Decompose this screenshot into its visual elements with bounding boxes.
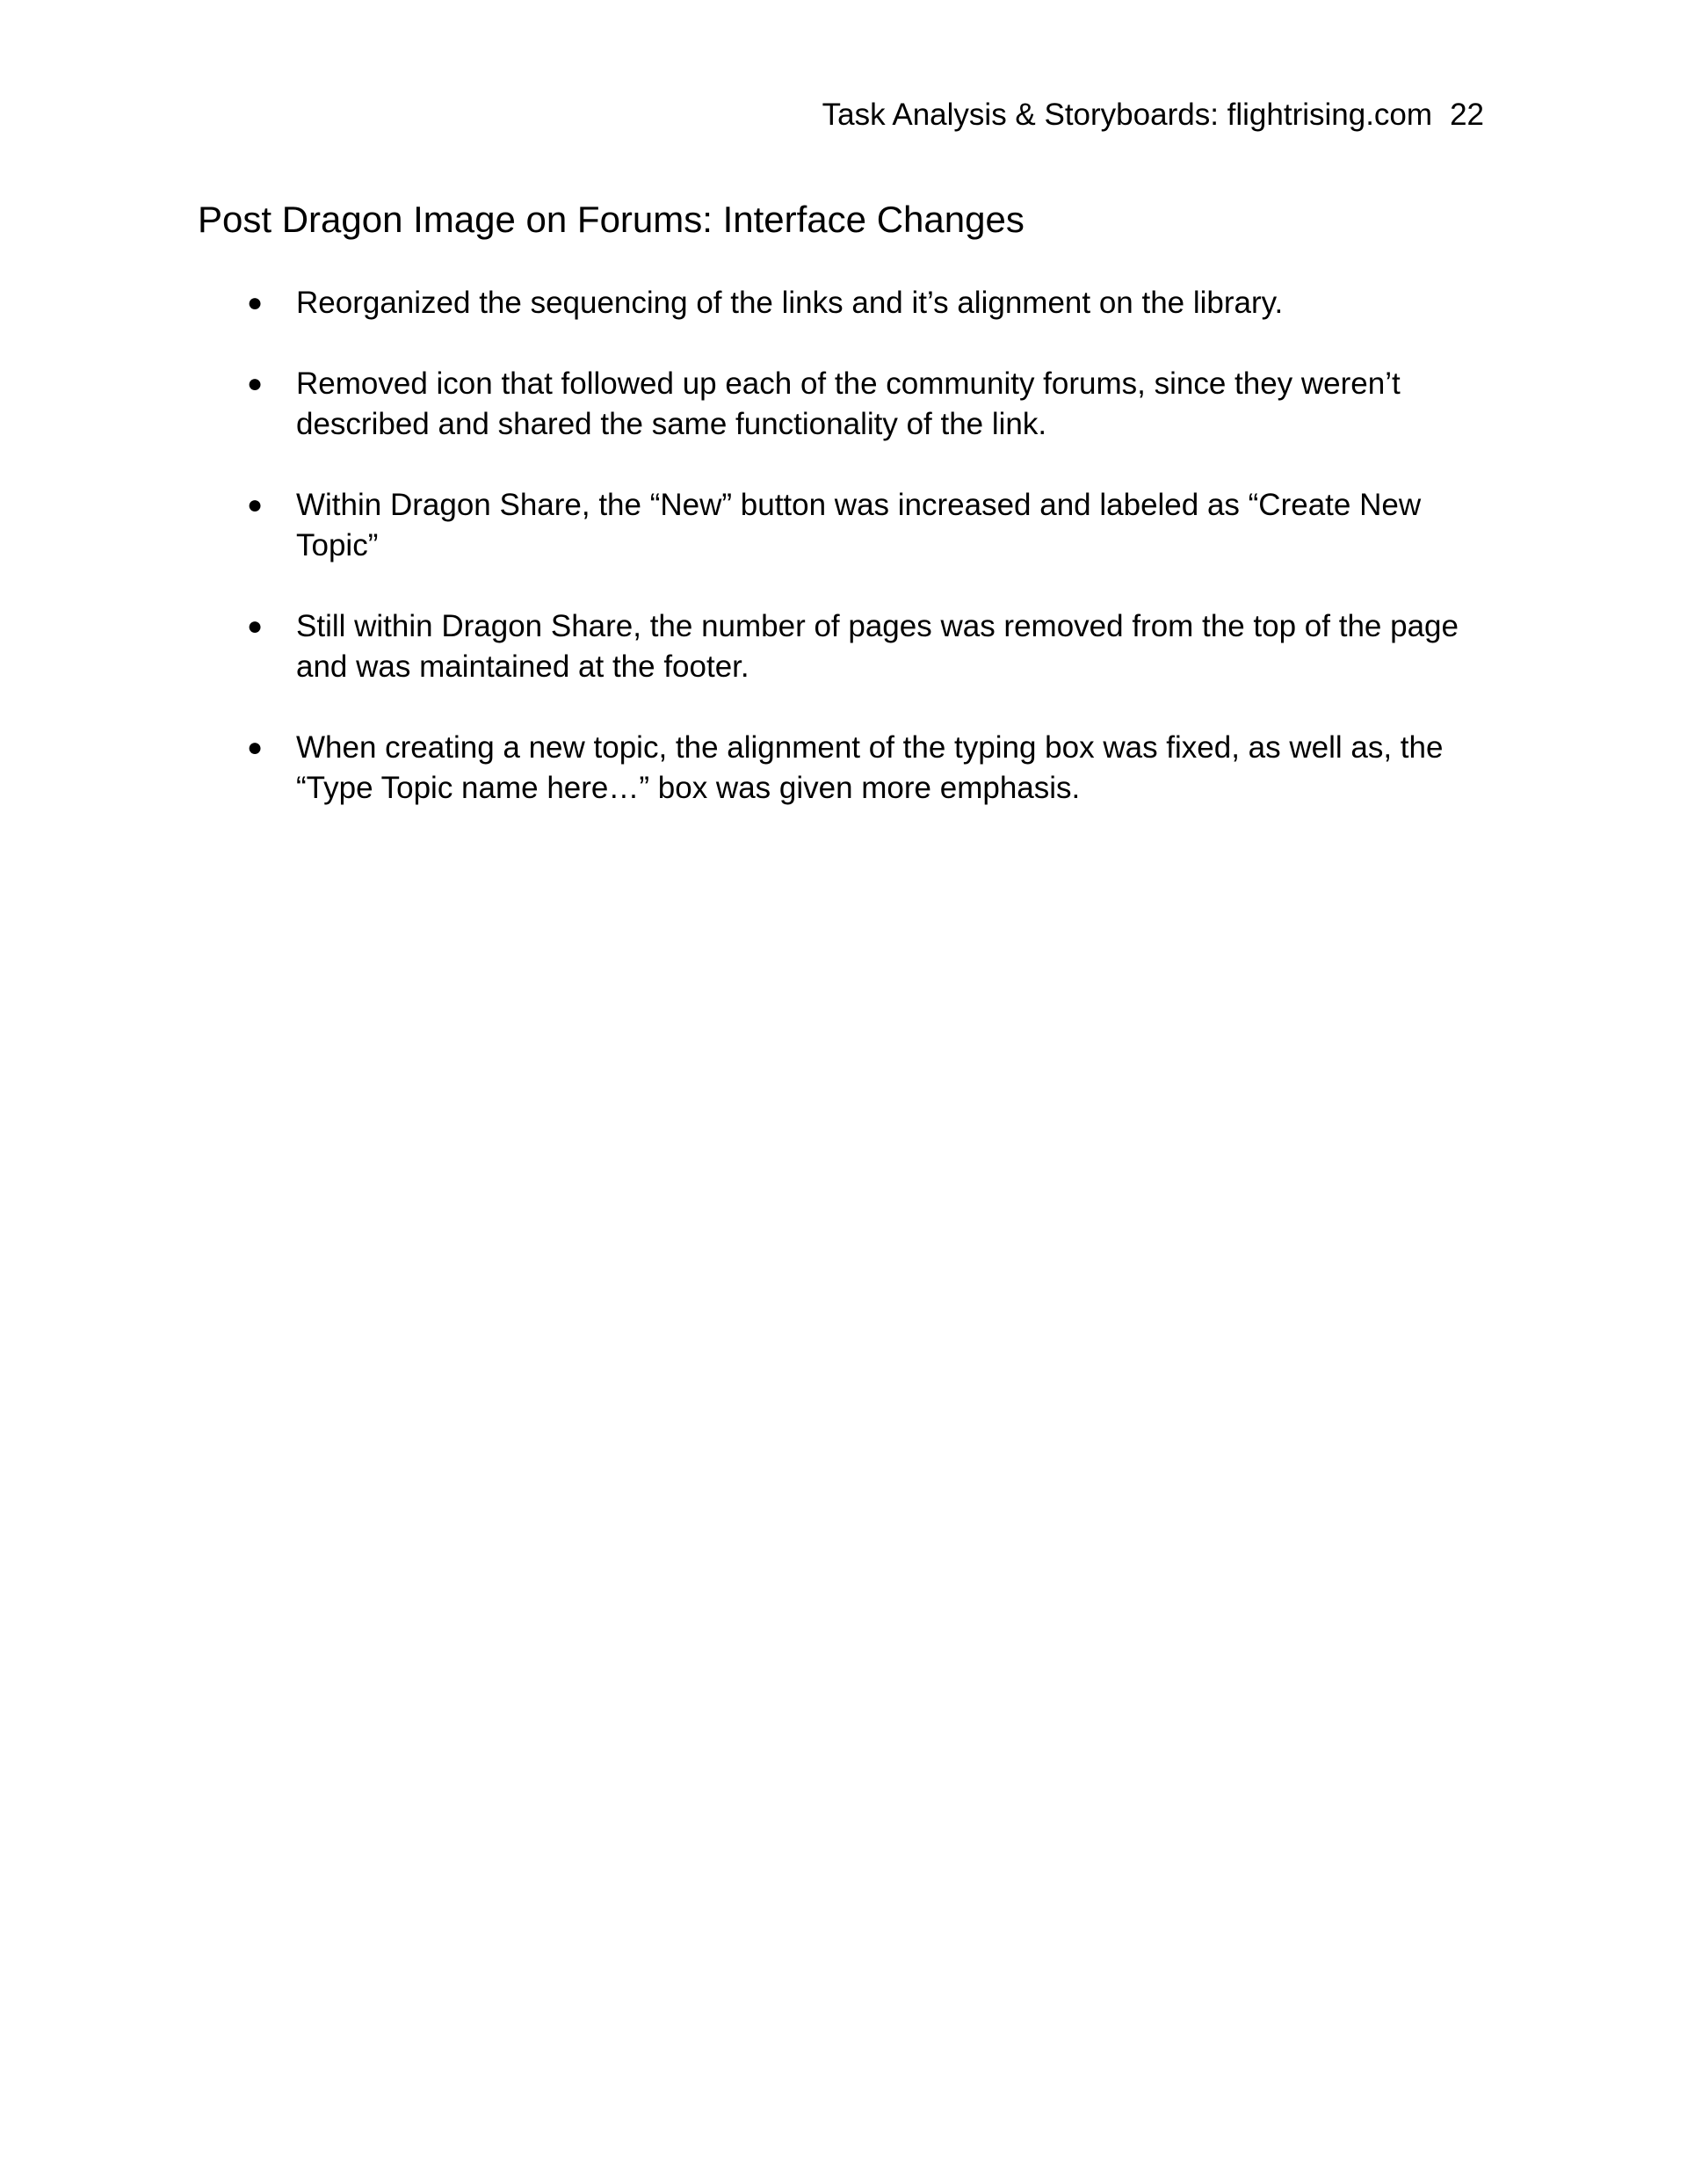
bullet-icon: ● [247, 288, 264, 317]
list-item-text: Within Dragon Share, the “New” button was increased and labeled as “Create New Topic” [296, 488, 1422, 562]
running-header [822, 95, 1484, 135]
list-item-text: When creating a new topic, the alignment of the typing box was fixed, as well as, the “Type Topic name here…” box was given more emphasis. [296, 730, 1444, 805]
list-item-text: Still within Dragon Share, the number of pages was removed from the top of the page and was maintained at the footer. [296, 609, 1459, 684]
bullet-icon: ● [247, 369, 264, 398]
list-item [198, 283, 1463, 323]
page-number: 22 [1450, 98, 1484, 132]
bullet-icon: ● [247, 490, 264, 519]
list-item [198, 485, 1463, 566]
list-item-text: Removed icon that followed up each of the community forums, since they weren’t described and shared the same functionality of the link. [296, 366, 1401, 441]
list-item [198, 606, 1463, 687]
bullet-icon: ● [247, 733, 264, 762]
section-title: Post Dragon Image on Forums: Interface Changes [198, 199, 1025, 240]
list-item [198, 728, 1463, 809]
list-item-text: Reorganized the sequencing of the links and it’s alignment on the library. [296, 286, 1284, 320]
bullet-list [198, 283, 1463, 849]
bullet-icon: ● [247, 612, 264, 641]
running-header-title: Task Analysis & Storyboards: flightrising.com [822, 98, 1433, 132]
list-item [198, 364, 1463, 445]
